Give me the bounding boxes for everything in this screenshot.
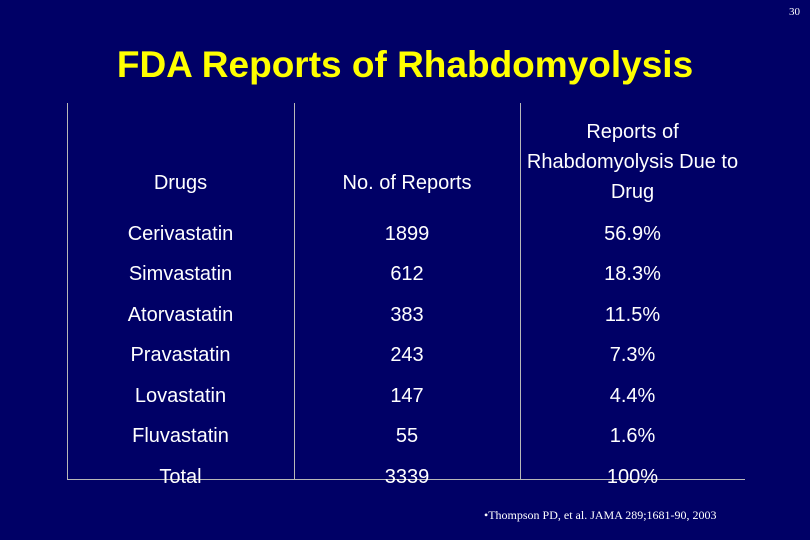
slide-number: 30 <box>789 6 800 18</box>
slide-title: FDA Reports of Rhabdomyolysis <box>116 44 694 85</box>
total-count-cell: 3339 <box>384 465 430 488</box>
header-rhabdo-percent: Reports of Rhabdomyolysis Due to Drug <box>526 120 739 203</box>
citation-footnote: •Thompson PD, et al. JAMA 289;1681-90, 2003 <box>484 508 717 522</box>
header-no-of-reports: No. of Reports <box>342 172 472 194</box>
percent-cell: 11.5% <box>604 303 661 326</box>
report-count-cell: 55 <box>395 425 419 448</box>
percent-cell: 56.9% <box>604 222 661 245</box>
report-count-cell: 243 <box>390 344 424 367</box>
table-row <box>67 295 745 336</box>
table-row <box>67 376 745 417</box>
table-row <box>67 417 745 458</box>
table-row <box>67 214 745 255</box>
drug-name-cell: Pravastatin <box>130 344 231 367</box>
report-count-cell: 147 <box>390 384 424 407</box>
header-drugs: Drugs <box>153 172 208 194</box>
percent-cell: 18.3% <box>604 263 661 286</box>
rhabdomyolysis-table <box>67 103 745 498</box>
drug-name-cell: Cerivastatin <box>127 222 234 245</box>
drug-name-cell: Simvastatin <box>128 263 233 286</box>
table-row <box>67 255 745 296</box>
drug-name-cell: Atorvastatin <box>127 303 234 326</box>
table-total-row <box>67 457 745 498</box>
percent-cell: 4.4% <box>609 384 656 407</box>
report-count-cell: 1899 <box>384 222 430 245</box>
drug-name-cell: Fluvastatin <box>132 425 229 448</box>
drug-name-cell: Lovastatin <box>134 384 227 407</box>
percent-cell: 1.6% <box>609 425 656 448</box>
percent-cell: 7.3% <box>609 344 656 367</box>
table-row <box>67 336 745 377</box>
total-percent-cell: 100% <box>606 465 659 488</box>
table-header-row <box>67 103 745 214</box>
report-count-cell: 383 <box>390 303 424 326</box>
report-count-cell: 612 <box>390 263 424 286</box>
total-label-cell: Total <box>159 465 202 488</box>
